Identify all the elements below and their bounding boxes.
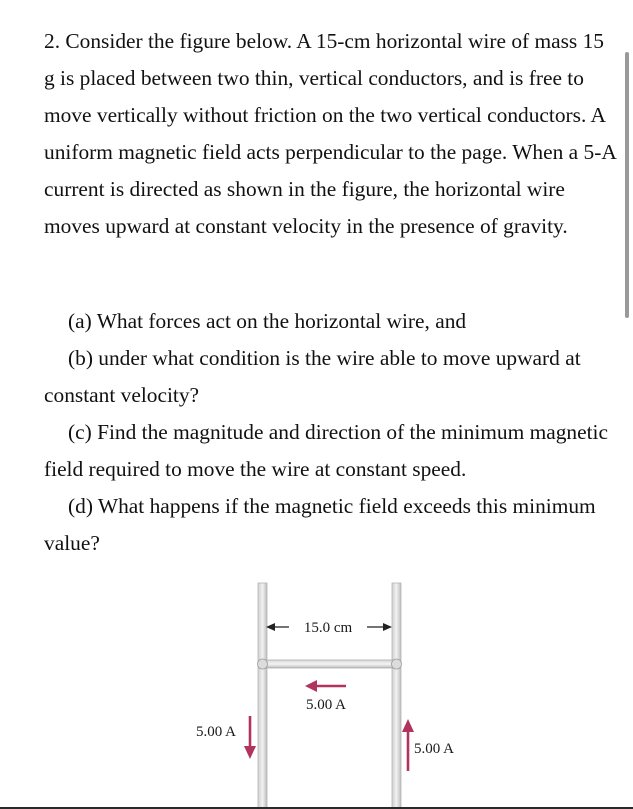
left-vertical-conductor [258, 583, 267, 809]
scrollbar-thumb[interactable] [625, 52, 629, 318]
question-part-b: (b) under what condition is the wire able to move upward at constant velocity? [44, 346, 581, 407]
width-label: 15.0 cm [303, 620, 353, 636]
current-arrow-right [402, 719, 414, 771]
horizontal-wire [261, 660, 398, 668]
problem-statement: 2. Consider the figure below. A 15-cm horizontal wire of mass 15 g is placed between two thin, vertical conductors, and is free to move vertically without friction on the two vertical conductors. A uniform magnetic field acts perpendicular to the page. When a 5-A current is directed as shown in the figure, the horizontal wire moves upward at constant velocity in the presence of gravity. [44, 29, 616, 238]
left-contact-point [258, 659, 268, 669]
question-part-a: (a) What forces act on the horizontal wire, and [68, 309, 467, 333]
right-vertical-conductor [392, 583, 401, 809]
current-label-left: 5.00 A [196, 724, 237, 740]
current-label-right: 5.00 A [414, 741, 455, 757]
current-arrow-left [244, 716, 256, 759]
current-arrow-top [305, 680, 346, 692]
current-label-top: 5.00 A [306, 697, 347, 713]
question-part-d: (d) What happens if the magnetic field exceeds this minimum value? [44, 494, 596, 555]
right-contact-point [392, 659, 402, 669]
question-part-c: (c) Find the magnitude and direction of the minimum magnetic field required to move the wire at constant speed. [44, 420, 608, 481]
